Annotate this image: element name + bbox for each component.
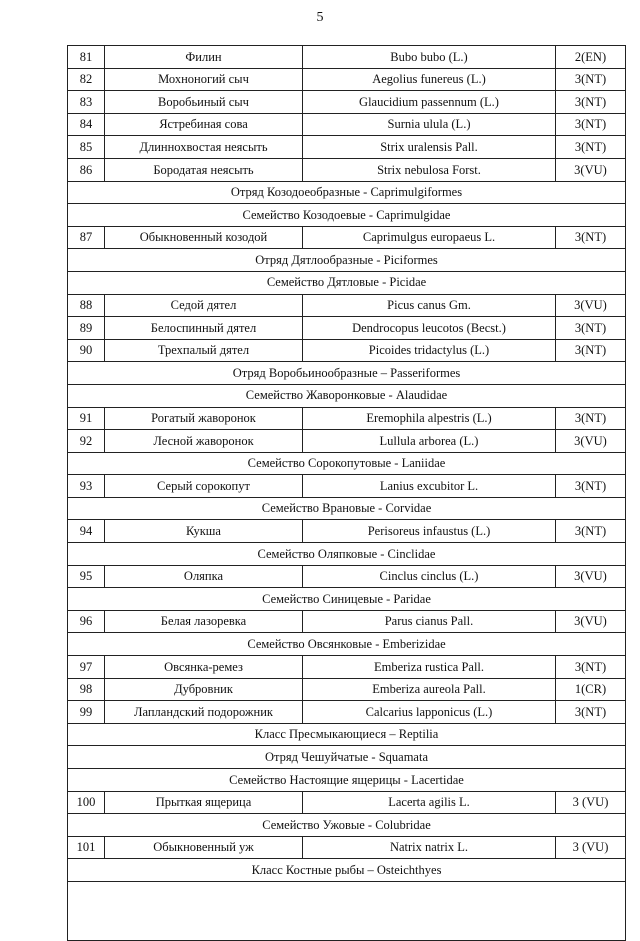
taxon-heading-row	[68, 814, 626, 837]
species-number-cell: 83	[68, 91, 105, 114]
species-row	[68, 317, 626, 340]
species-number-cell: 99	[68, 701, 105, 724]
species-status-cell: 3(NT)	[556, 339, 626, 362]
species-row	[68, 136, 626, 159]
species-number-cell: 82	[68, 68, 105, 91]
species-russian-name-cell: Обыкновенный козодой	[105, 226, 303, 249]
taxon-heading: Класс Пресмыкающиеся – Reptilia	[68, 723, 626, 746]
species-row	[68, 294, 626, 317]
species-latin-name-cell: Caprimulgus europaeus L.	[303, 226, 556, 249]
species-latin-name-cell: Natrix natrix L.	[303, 836, 556, 859]
species-latin-name-cell: Glaucidium passennum (L.)	[303, 91, 556, 114]
taxon-heading: Отряд Чешуйчатые - Squamata	[68, 746, 626, 769]
species-status-cell: 3(NT)	[556, 136, 626, 159]
species-latin-name-cell: Emberiza rustica Pall.	[303, 656, 556, 679]
species-latin-name-cell: Dendrocopus leucotos (Becst.)	[303, 317, 556, 340]
species-row	[68, 91, 626, 114]
taxon-heading-row	[68, 452, 626, 475]
taxon-heading: Семейство Сорокопутовые - Laniidae	[68, 452, 626, 475]
species-number-cell: 100	[68, 791, 105, 814]
taxon-heading-row	[68, 746, 626, 769]
species-russian-name-cell: Овсянка-ремез	[105, 656, 303, 679]
species-status-cell: 3 (VU)	[556, 791, 626, 814]
taxon-heading: Отряд Дятлообразные - Piciformes	[68, 249, 626, 272]
species-status-cell: 3 (VU)	[556, 836, 626, 859]
species-latin-name-cell: Bubo bubo (L.)	[303, 46, 556, 69]
species-russian-name-cell: Белая лазоревка	[105, 610, 303, 633]
species-row	[68, 678, 626, 701]
species-status-cell: 3(NT)	[556, 113, 626, 136]
empty-row	[68, 881, 626, 940]
species-number-cell: 91	[68, 407, 105, 430]
species-number-cell: 81	[68, 46, 105, 69]
taxon-heading: Семейство Ужовые - Colubridae	[68, 814, 626, 837]
species-row	[68, 475, 626, 498]
taxon-heading-row	[68, 271, 626, 294]
taxon-heading-row	[68, 384, 626, 407]
species-status-cell: 3(VU)	[556, 565, 626, 588]
species-row	[68, 836, 626, 859]
species-russian-name-cell: Рогатый жаворонок	[105, 407, 303, 430]
taxon-heading: Семейство Синицевые - Paridae	[68, 588, 626, 611]
species-status-cell: 3(VU)	[556, 430, 626, 453]
taxon-heading-row	[68, 723, 626, 746]
species-latin-name-cell: Strix uralensis Pall.	[303, 136, 556, 159]
species-russian-name-cell: Седой дятел	[105, 294, 303, 317]
species-russian-name-cell: Мохноногий сыч	[105, 68, 303, 91]
species-number-cell: 98	[68, 678, 105, 701]
species-row	[68, 656, 626, 679]
species-number-cell: 93	[68, 475, 105, 498]
species-number-cell: 84	[68, 113, 105, 136]
species-row	[68, 339, 626, 362]
taxon-heading: Семейство Настоящие ящерицы - Lacertidae	[68, 769, 626, 792]
taxon-heading-row	[68, 543, 626, 566]
empty-cell	[68, 881, 626, 940]
taxon-heading-row	[68, 769, 626, 792]
taxon-heading: Семейство Оляпковые - Cinclidae	[68, 543, 626, 566]
species-row	[68, 158, 626, 181]
species-number-cell: 94	[68, 520, 105, 543]
species-row	[68, 113, 626, 136]
taxon-heading-row	[68, 362, 626, 385]
species-status-cell: 3(NT)	[556, 91, 626, 114]
species-row	[68, 701, 626, 724]
species-number-cell: 86	[68, 158, 105, 181]
species-row	[68, 430, 626, 453]
species-russian-name-cell: Лапландский подорожник	[105, 701, 303, 724]
species-russian-name-cell: Прыткая ящерица	[105, 791, 303, 814]
species-latin-name-cell: Aegolius funereus (L.)	[303, 68, 556, 91]
species-russian-name-cell: Длиннохвостая неясыть	[105, 136, 303, 159]
species-russian-name-cell: Трехпалый дятел	[105, 339, 303, 362]
taxon-heading: Отряд Воробьинообразные – Passeriformes	[68, 362, 626, 385]
taxon-heading-row	[68, 497, 626, 520]
species-latin-name-cell: Strix nebulosa Forst.	[303, 158, 556, 181]
species-row	[68, 226, 626, 249]
species-russian-name-cell: Филин	[105, 46, 303, 69]
species-row	[68, 407, 626, 430]
species-row	[68, 791, 626, 814]
species-latin-name-cell: Picoides tridactylus (L.)	[303, 339, 556, 362]
species-latin-name-cell: Perisoreus infaustus (L.)	[303, 520, 556, 543]
species-number-cell: 88	[68, 294, 105, 317]
species-russian-name-cell: Дубровник	[105, 678, 303, 701]
species-latin-name-cell: Emberiza aureola Pall.	[303, 678, 556, 701]
species-number-cell: 87	[68, 226, 105, 249]
species-status-cell: 3(VU)	[556, 294, 626, 317]
species-status-cell: 3(NT)	[556, 317, 626, 340]
species-row	[68, 520, 626, 543]
taxon-heading: Семейство Жаворонковые - Alaudidae	[68, 384, 626, 407]
species-status-cell: 3(NT)	[556, 656, 626, 679]
species-table-body	[68, 46, 626, 941]
taxon-heading: Класс Костные рыбы – Osteichthyes	[68, 859, 626, 882]
species-russian-name-cell: Воробьиный сыч	[105, 91, 303, 114]
species-row	[68, 610, 626, 633]
species-number-cell: 85	[68, 136, 105, 159]
taxon-heading-row	[68, 204, 626, 227]
species-russian-name-cell: Обыкновенный уж	[105, 836, 303, 859]
species-status-cell: 3(NT)	[556, 701, 626, 724]
taxon-heading-row	[68, 633, 626, 656]
species-latin-name-cell: Surnia ulula (L.)	[303, 113, 556, 136]
taxon-heading-row	[68, 181, 626, 204]
species-row	[68, 46, 626, 69]
page-number: 5	[316, 10, 324, 25]
species-latin-name-cell: Lullula arborea (L.)	[303, 430, 556, 453]
species-russian-name-cell: Ястребиная сова	[105, 113, 303, 136]
species-status-cell: 3(NT)	[556, 520, 626, 543]
species-number-cell: 89	[68, 317, 105, 340]
species-status-cell: 1(CR)	[556, 678, 626, 701]
species-russian-name-cell: Серый сорокопут	[105, 475, 303, 498]
taxon-heading: Семейство Дятловые - Picidae	[68, 271, 626, 294]
species-status-cell: 3(NT)	[556, 68, 626, 91]
species-number-cell: 92	[68, 430, 105, 453]
taxon-heading-row	[68, 859, 626, 882]
species-latin-name-cell: Lacerta agilis L.	[303, 791, 556, 814]
species-number-cell: 97	[68, 656, 105, 679]
taxon-heading-row	[68, 588, 626, 611]
species-number-cell: 101	[68, 836, 105, 859]
species-number-cell: 95	[68, 565, 105, 588]
species-status-cell: 3(VU)	[556, 610, 626, 633]
taxon-heading: Семейство Козодоевые - Caprimulgidae	[68, 204, 626, 227]
species-latin-name-cell: Parus cianus Pall.	[303, 610, 556, 633]
species-russian-name-cell: Бородатая неясыть	[105, 158, 303, 181]
species-latin-name-cell: Calcarius lapponicus (L.)	[303, 701, 556, 724]
taxon-heading-row	[68, 249, 626, 272]
species-status-cell: 3(NT)	[556, 407, 626, 430]
species-status-cell: 3(VU)	[556, 158, 626, 181]
species-status-cell: 3(NT)	[556, 226, 626, 249]
species-number-cell: 96	[68, 610, 105, 633]
taxon-heading: Отряд Козодоеобразные - Caprimulgiformes	[68, 181, 626, 204]
species-row	[68, 565, 626, 588]
species-russian-name-cell: Белоспинный дятел	[105, 317, 303, 340]
species-russian-name-cell: Оляпка	[105, 565, 303, 588]
species-table	[67, 45, 626, 941]
species-russian-name-cell: Лесной жаворонок	[105, 430, 303, 453]
taxon-heading: Семейство Овсянковые - Emberizidae	[68, 633, 626, 656]
taxon-heading: Семейство Врановые - Corvidae	[68, 497, 626, 520]
species-latin-name-cell: Cinclus cinclus (L.)	[303, 565, 556, 588]
species-row	[68, 68, 626, 91]
species-status-cell: 2(EN)	[556, 46, 626, 69]
species-number-cell: 90	[68, 339, 105, 362]
species-latin-name-cell: Picus canus Gm.	[303, 294, 556, 317]
species-latin-name-cell: Lanius excubitor L.	[303, 475, 556, 498]
species-latin-name-cell: Eremophila alpestris (L.)	[303, 407, 556, 430]
species-status-cell: 3(NT)	[556, 475, 626, 498]
species-russian-name-cell: Кукша	[105, 520, 303, 543]
